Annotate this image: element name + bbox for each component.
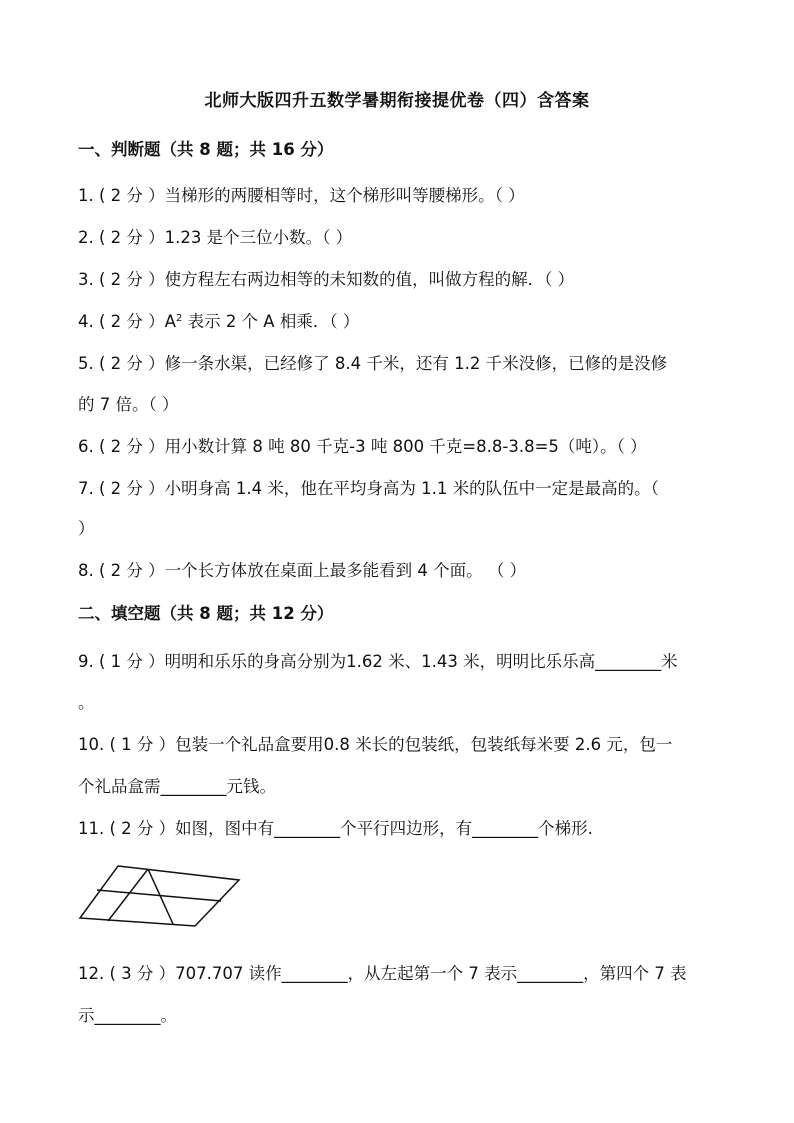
question-5-line-2: 的 7 倍。（ ） [78,395,179,414]
triangle-left-side [108,869,148,921]
question-9-line-2: 。 [78,693,95,712]
question-4-exponent: 2 [175,313,183,324]
question-10-line-2: 个礼品盒需________元钱。 [78,777,276,796]
question-10-line-1: 10. ( 1 分 ）包装一个礼品盒要用0.8 米长的包装纸，包装纸每米要 2.6 元，包一 [78,735,673,754]
section-heading-judgment: 一、判断题（共 8 题；共 16 分） [78,140,334,159]
question-12-line-1: 12. ( 3 分 ）707.707 读作________，从左起第一个 7 表示________，第四个 7 表 [78,964,687,983]
question-1: 1. ( 2 分 ）当梯形的两腰相等时，这个梯形叫等腰梯形。（ ） [78,186,525,205]
question-7-line-2: ） [78,519,95,538]
question-5-line-1: 5. ( 2 分 ）修一条水渠，已经修了 8.4 千米，还有 1.2 千米没修，已修的是没修 [78,354,668,373]
parallelogram-diagram [78,862,248,930]
question-11: 11. ( 2 分 ）如图，图中有________个平行四边形，有________个梯形. [78,819,593,838]
question-2: 2. ( 2 分 ）1.23 是个三位小数。（ ） [78,228,353,247]
question-7-line-1: 7. ( 2 分 ）小明身高 1.4 米，他在平均身高为 1.1 米的队伍中一定是最高的。（ [78,479,659,498]
parallelogram-figure [78,862,248,934]
question-9-line-1: 9. ( 1 分 ）明明和乐乐的身高分别为1.62 米、1.43 米，明明比乐乐高________米 [78,652,678,671]
question-4-suffix: 表示 2 个 A 相乘．（ ） [182,312,360,331]
section-heading-fill-blank: 二、填空题（共 8 题；共 12 分） [78,604,334,623]
page-title: 北师大版四升五数学暑期衔接提优卷（四）含答案 [204,91,590,111]
question-3: 3. ( 2 分 ）使方程左右两边相等的未知数的值，叫做方程的解．（ ） [78,270,575,289]
question-12-line-2: 示________。 [78,1006,177,1025]
question-4 [78,311,724,333]
question-4-prefix: 4. ( 2 分 ）A [78,312,176,331]
question-8: 8. ( 2 分 ）一个长方体放在桌面上最多能看到 4 个面。 （ ） [78,561,527,580]
question-6: 6. ( 2 分 ）用小数计算 8 吨 80 千克-3 吨 800 千克=8.8-3.8=5（吨）。（ ） [78,437,647,456]
